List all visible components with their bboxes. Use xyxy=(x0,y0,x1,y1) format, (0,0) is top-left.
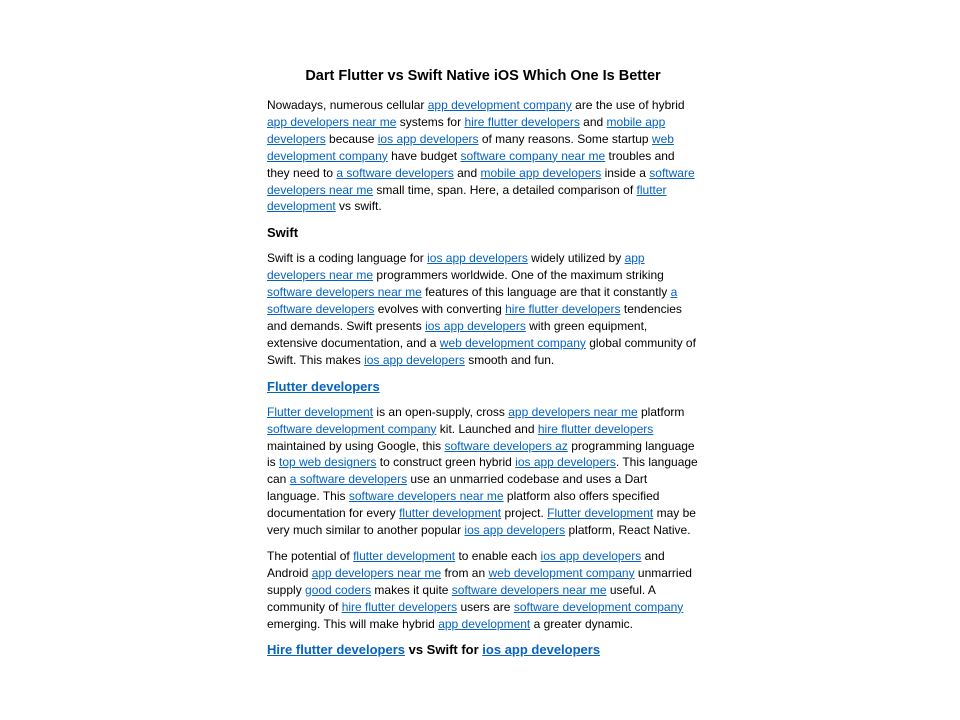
text-link[interactable]: hire flutter developers xyxy=(505,302,621,317)
text-run: use an unmarried codebase and uses a Dart language. This xyxy=(267,472,648,504)
text-run: project. xyxy=(501,506,548,521)
text-link[interactable]: Hire flutter developers xyxy=(267,642,405,658)
text-run: systems for xyxy=(396,114,465,129)
text-run: features of this language are that it constantly xyxy=(421,285,671,300)
paragraph xyxy=(267,404,699,539)
text-link[interactable]: a software developers xyxy=(267,285,678,317)
document-body xyxy=(267,97,699,658)
text-link[interactable]: ios app developers xyxy=(364,352,465,367)
text-link[interactable]: web development company xyxy=(488,565,635,580)
text-run: platform, React Native. xyxy=(565,523,691,538)
text-run: users are xyxy=(457,599,514,614)
section-heading xyxy=(267,378,699,395)
text-link[interactable]: software developers near me xyxy=(267,165,695,197)
text-run: kit. Launched and xyxy=(436,421,538,436)
text-run: and Android xyxy=(267,548,665,580)
text-run: vs swift. xyxy=(335,199,382,214)
text-link[interactable]: software development company xyxy=(267,421,437,436)
text-link[interactable]: flutter development xyxy=(399,506,502,521)
text-link[interactable]: Flutter development xyxy=(547,506,654,521)
text-link[interactable]: ios app developers xyxy=(482,642,601,658)
text-run: platform also offers specified documentation for every xyxy=(267,489,660,521)
text-link[interactable]: Flutter development xyxy=(267,404,374,419)
text-run: The potential of xyxy=(267,548,354,563)
text-run: is an open-supply, cross xyxy=(373,404,509,419)
text-link[interactable]: ios app developers xyxy=(464,523,566,538)
text-link[interactable]: good coders xyxy=(305,582,372,597)
text-run: emerging. This will make hybrid xyxy=(267,616,439,631)
text-link[interactable]: flutter development xyxy=(353,548,456,563)
text-run: useful. A community of xyxy=(267,582,656,614)
text-run: Swift is a coding language for xyxy=(267,251,428,266)
text-link[interactable]: hire flutter developers xyxy=(464,114,580,129)
text-link[interactable]: app developers near me xyxy=(267,114,397,129)
text-run: a greater dynamic. xyxy=(530,616,633,631)
text-run: Swift xyxy=(267,225,299,241)
text-run: troubles and they need to xyxy=(267,148,675,180)
text-link[interactable]: web development company xyxy=(439,335,586,350)
text-link[interactable]: app developers near me xyxy=(508,404,638,419)
text-link[interactable]: hire flutter developers xyxy=(341,599,458,614)
text-run: vs Swift for xyxy=(405,642,483,658)
text-link[interactable]: a software developers xyxy=(336,165,454,180)
paragraph xyxy=(267,548,699,633)
text-link[interactable]: app development company xyxy=(427,98,572,112)
text-link[interactable]: mobile app developers xyxy=(267,114,666,146)
text-run: tendencies and demands. Swift presents xyxy=(267,302,682,333)
text-link[interactable]: software company near me xyxy=(460,148,606,163)
text-run: small time, span. Here, a detailed comparison of xyxy=(373,182,637,197)
section-heading xyxy=(267,224,699,241)
text-link[interactable]: software developers az xyxy=(444,438,568,453)
document-page xyxy=(267,66,699,667)
text-run: makes it quite xyxy=(371,582,452,597)
text-run: programmers worldwide. One of the maximum striking xyxy=(373,268,664,283)
text-run: platform xyxy=(637,404,685,419)
text-link[interactable]: software development company xyxy=(513,599,684,614)
text-run: from an xyxy=(441,565,489,580)
text-link[interactable]: ios app developers xyxy=(425,318,526,333)
text-run: may be very much similar to another popular xyxy=(267,506,696,538)
text-run: to enable each xyxy=(455,548,541,563)
text-link[interactable]: software developers near me xyxy=(267,285,422,300)
text-run: global community of Swift. This makes xyxy=(267,335,696,367)
text-run: inside a xyxy=(601,165,650,180)
text-link[interactable]: app development xyxy=(438,616,531,631)
text-run: and xyxy=(453,165,481,180)
text-link[interactable]: ios app developers xyxy=(377,131,479,146)
document-title: Dart Flutter vs Swift Native iOS Which One Is Better xyxy=(305,68,661,84)
section-heading xyxy=(267,641,699,658)
text-run: have budget xyxy=(387,148,461,163)
text-link[interactable]: Flutter developers xyxy=(267,378,380,394)
text-link[interactable]: a software developers xyxy=(289,472,408,487)
text-link[interactable]: software developers near me xyxy=(451,582,607,597)
text-link[interactable]: flutter development xyxy=(267,182,667,214)
text-link[interactable]: web development company xyxy=(267,131,674,163)
text-run: evolves with converting xyxy=(374,302,506,317)
text-run: programming language is xyxy=(267,438,695,470)
text-link[interactable]: ios app developers xyxy=(515,455,616,470)
text-link[interactable]: software developers near me xyxy=(348,489,504,504)
text-run: are the use of hybrid xyxy=(571,98,685,112)
text-run: smooth and fun. xyxy=(464,352,555,367)
text-run: widely utilized by xyxy=(527,251,625,266)
text-run: and xyxy=(579,114,607,129)
text-run: of many reasons. Some startup xyxy=(478,131,652,146)
paragraph xyxy=(267,250,699,368)
text-run: Nowadays, numerous cellular xyxy=(267,98,428,112)
text-run: unmarried supply xyxy=(267,565,692,597)
paragraph xyxy=(267,97,699,215)
text-run: to construct green hybrid xyxy=(376,455,516,470)
text-link[interactable]: top web designers xyxy=(279,455,377,470)
text-run: because xyxy=(325,131,378,146)
text-link[interactable]: ios app developers xyxy=(540,548,642,563)
text-link[interactable]: ios app developers xyxy=(427,251,528,266)
text-run: maintained by using Google, this xyxy=(267,438,445,453)
text-link[interactable]: mobile app developers xyxy=(480,165,602,180)
text-link[interactable]: app developers near me xyxy=(311,565,442,580)
text-run: with green equipment, extensive documentation, and a xyxy=(267,318,648,350)
text-link[interactable]: app developers near me xyxy=(267,251,645,283)
text-run: . This language can xyxy=(267,455,698,487)
text-link[interactable]: hire flutter developers xyxy=(537,421,654,436)
